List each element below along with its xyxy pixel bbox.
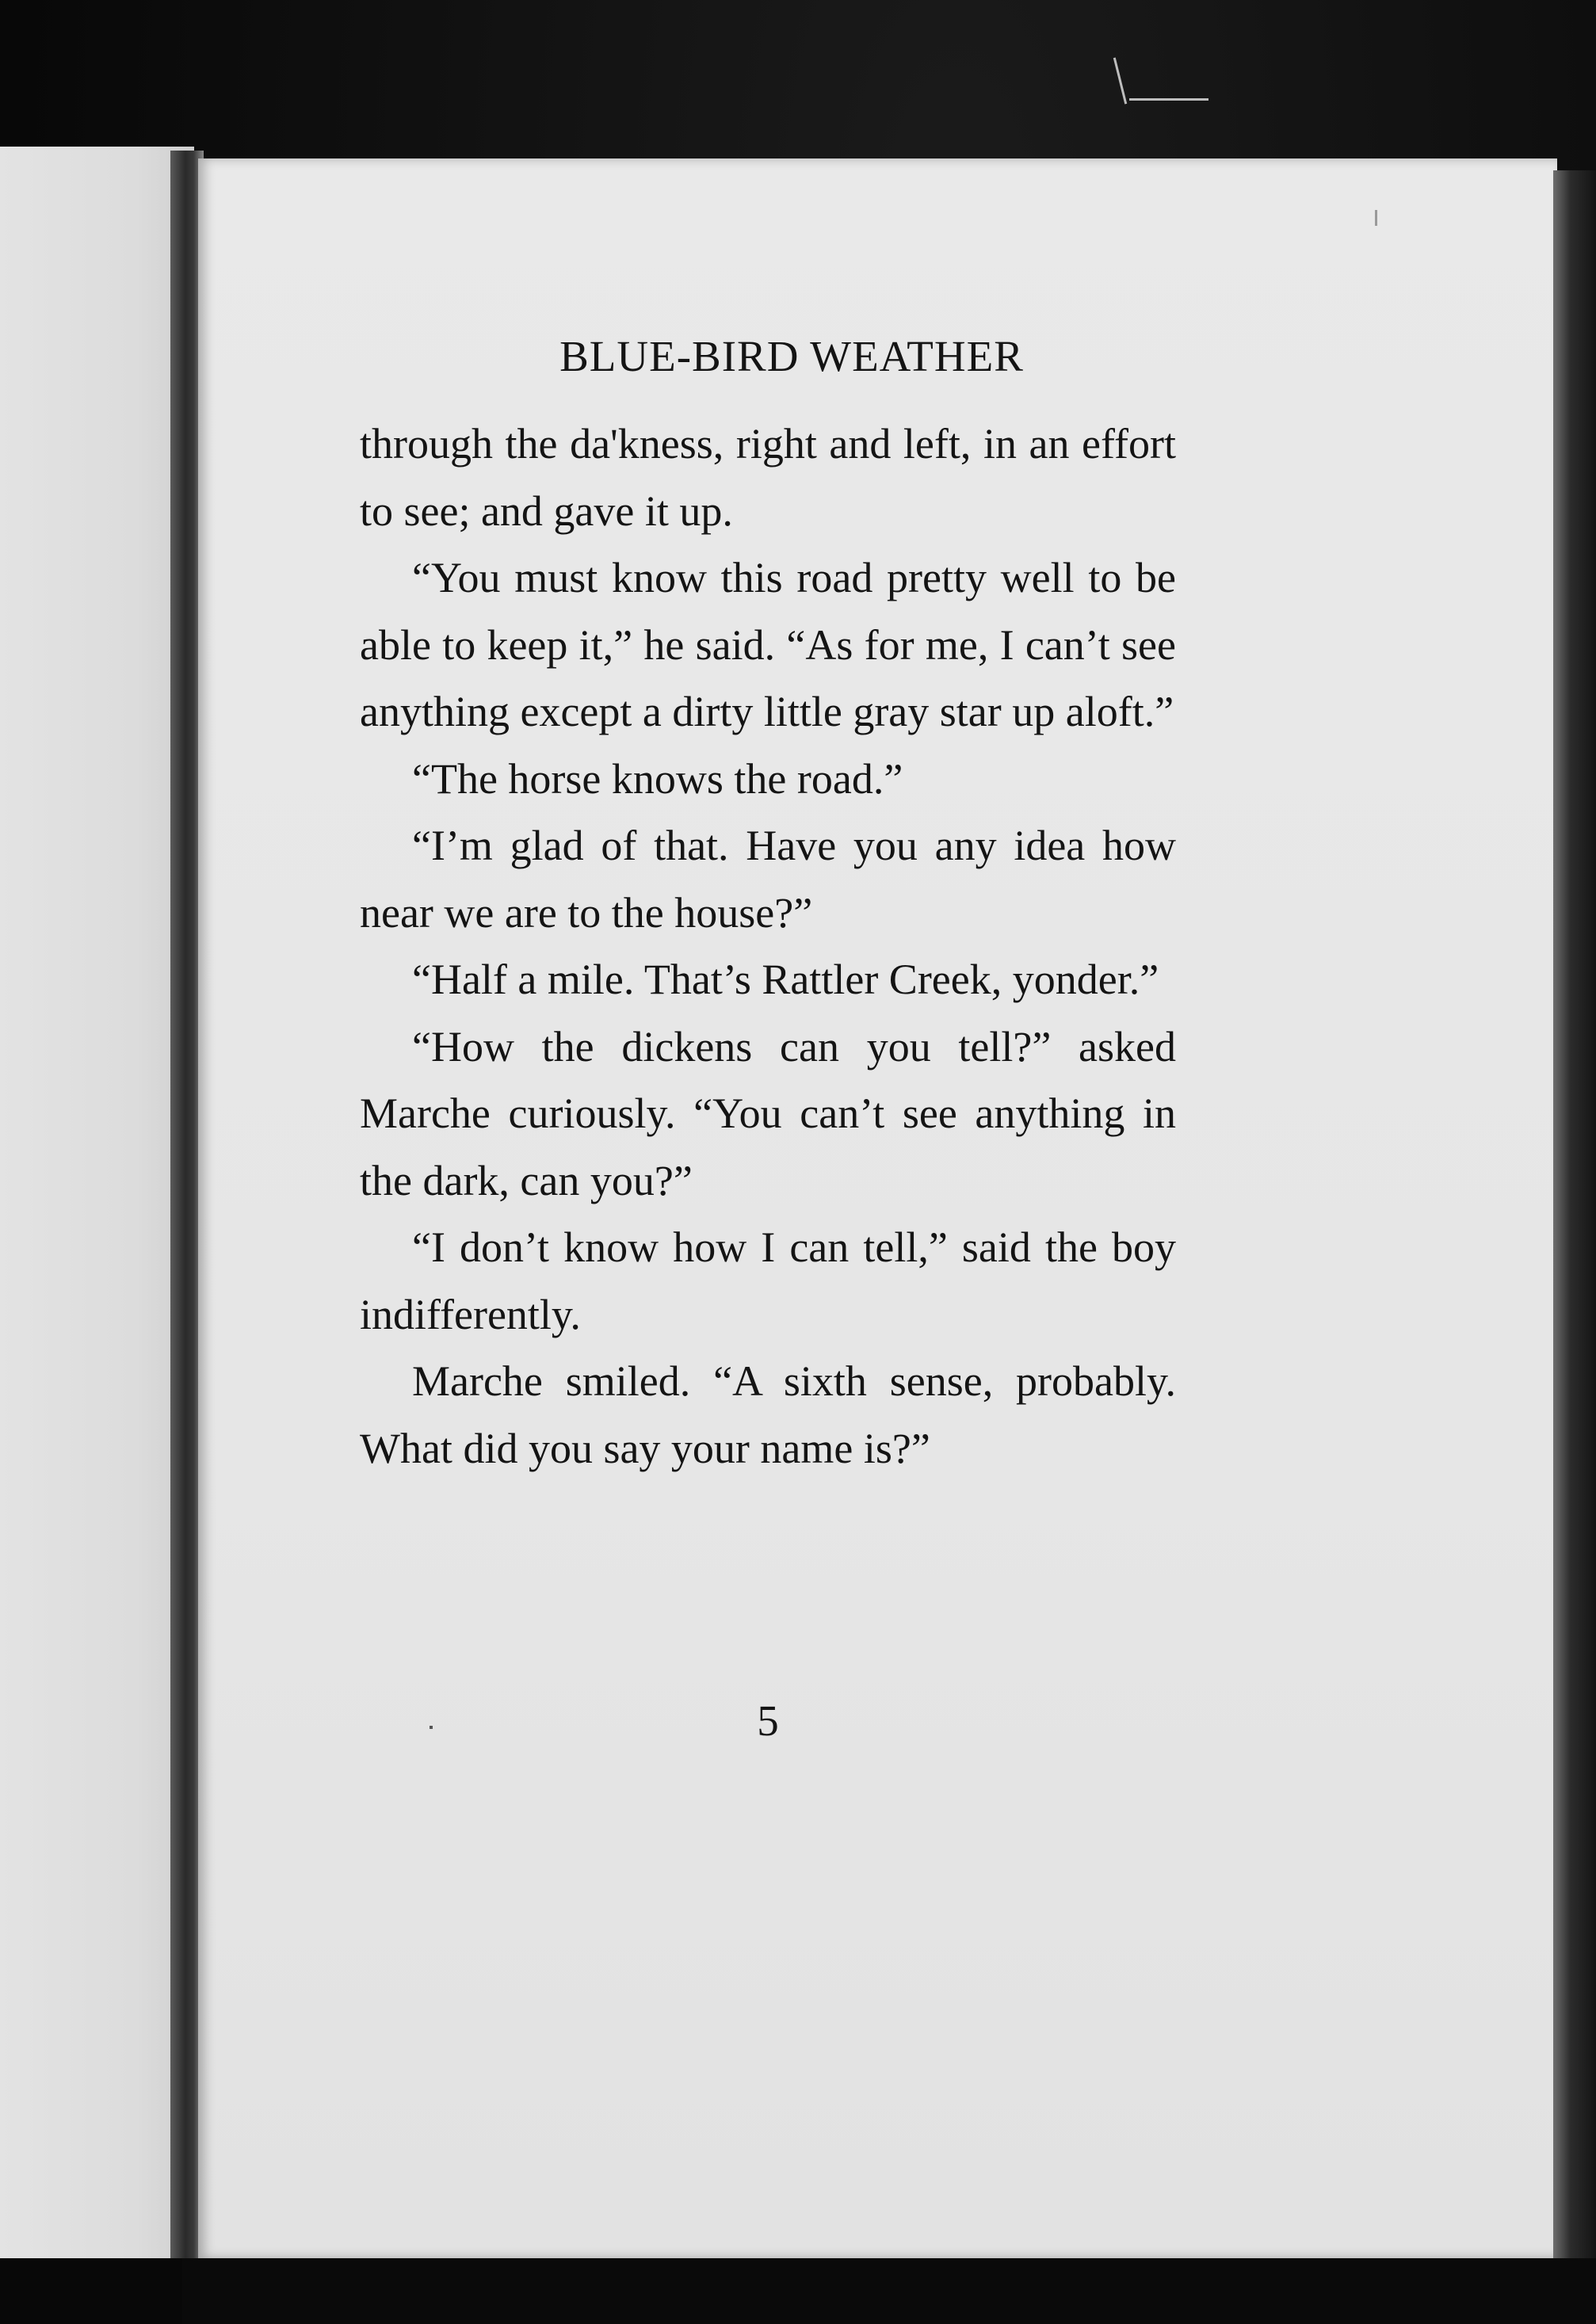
previous-page-edge xyxy=(0,147,194,2258)
scan-speck xyxy=(1129,98,1208,101)
paragraph: “You must know this road pretty well to be able to keep it,” he said. “As for me, I can’t see anything except a dirty little gray star up aloft.” xyxy=(360,554,1176,735)
paragraph: “Half a mile. That’s Rattler Creek, yonder.” xyxy=(412,956,1159,1003)
paragraph: “The horse knows the road.” xyxy=(412,754,903,803)
book-cover-edge xyxy=(1553,170,1596,2258)
scan-speck xyxy=(1375,210,1377,226)
paragraph: “How the dickens can you tell?” asked Marche curiously. “You can’t see anything in the dark, can you?” xyxy=(360,1022,1176,1204)
text-column xyxy=(360,317,1176,1482)
paragraph: “I don’t know how I can tell,” said the boy indifferently. xyxy=(360,1223,1176,1338)
page-number: 5 xyxy=(757,1696,779,1745)
running-head: BLUE-BIRD WEATHER xyxy=(559,332,1024,380)
paragraph: through the da'kness, right and left, in an effort to see; and gave it up. xyxy=(360,420,1176,535)
paragraph: “I’m glad of that. Have you any idea how near we are to the house?” xyxy=(360,822,1176,937)
paragraph: Marche smiled. “A sixth sense, probably. What did you say your name is?” xyxy=(360,1357,1176,1472)
scan-bottom-border xyxy=(182,2258,1596,2324)
